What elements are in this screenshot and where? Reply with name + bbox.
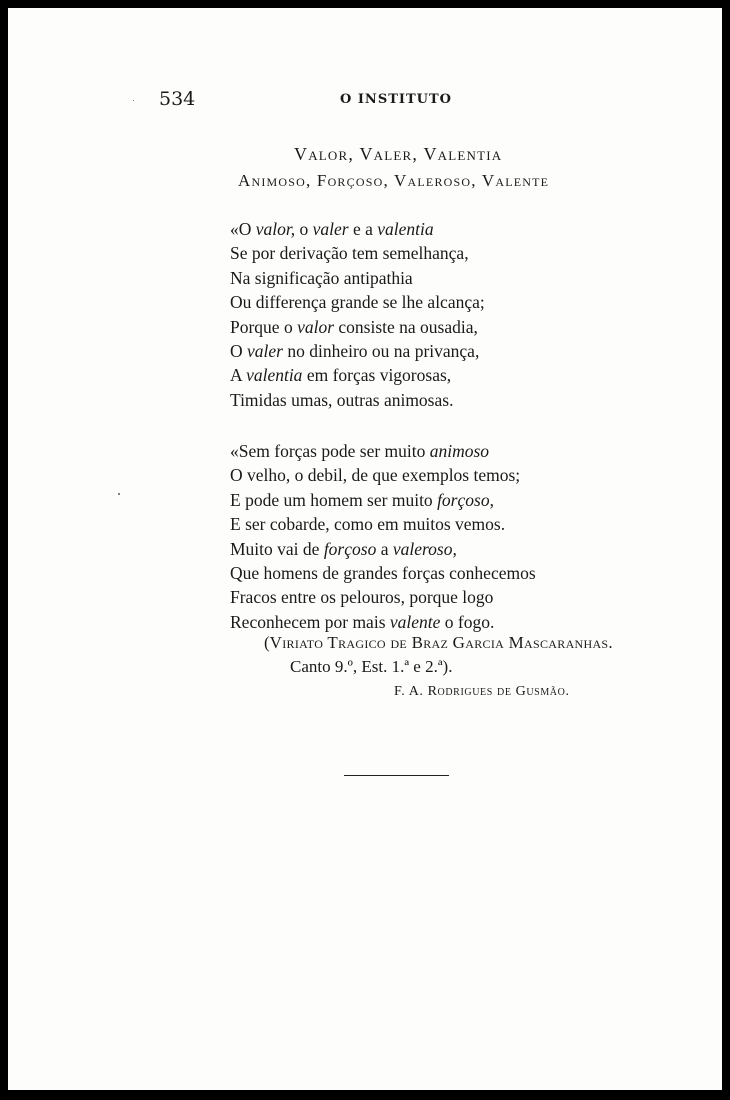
stanza-1 <box>230 217 485 412</box>
verse-line: Que homens de grandes forças conhecemos <box>230 563 536 584</box>
page <box>8 8 722 1090</box>
verse-line: Timidas umas, outras animosas. <box>230 389 454 410</box>
verse-line: «Sem forças pode ser muito animoso <box>230 441 490 461</box>
running-title: O INSTITUTO <box>340 92 452 107</box>
verse-line: E pode um homem ser muito forçoso, <box>230 489 494 510</box>
attribution-source: Viriato Tragico de Braz Garcia Mascaranhas. <box>269 633 613 652</box>
section-divider <box>344 775 449 776</box>
verse-line: Reconhecem por mais valente o fogo. <box>230 611 495 632</box>
attribution-canto: Canto 9.º, Est. 1.ª e 2.ª). <box>290 657 453 676</box>
verse-line: A valentia em forças vigorosas, <box>230 365 452 386</box>
print-speck <box>118 493 120 495</box>
poem-title-line-2: Animoso, Forçoso, Valeroso, Valente <box>238 171 550 190</box>
poem-title-line-1: Valor, Valer, Valentia <box>294 144 503 164</box>
verse-line: Fracos entre os pelouros, porque logo <box>230 587 494 608</box>
verse-line: «O valor, o valer e a valentia <box>230 219 434 239</box>
verse-line: Se por derivação tem semelhança, <box>230 243 469 264</box>
verse-line: O valer no dinheiro ou na privança, <box>230 341 480 362</box>
author-signature: F. A. Rodrigues de Gusmão. <box>394 684 570 699</box>
page-header <box>8 88 722 112</box>
attribution-open-paren: ( <box>264 633 270 652</box>
source-attribution <box>264 631 613 679</box>
print-speck <box>133 100 134 101</box>
verse-line: E ser cobarde, como em muitos vemos. <box>230 514 506 535</box>
stanza-2 <box>230 439 536 634</box>
page-number: 534 <box>159 88 196 110</box>
verse-line: Porque o valor consiste na ousadia, <box>230 316 478 337</box>
verse-line: Na significação antipathia <box>230 267 413 288</box>
verse-line: O velho, o debil, de que exemplos temos; <box>230 465 521 486</box>
verse-line: Ou differença grande se lhe alcança; <box>230 292 485 313</box>
verse-line: Muito vai de forçoso a valeroso, <box>230 538 457 559</box>
